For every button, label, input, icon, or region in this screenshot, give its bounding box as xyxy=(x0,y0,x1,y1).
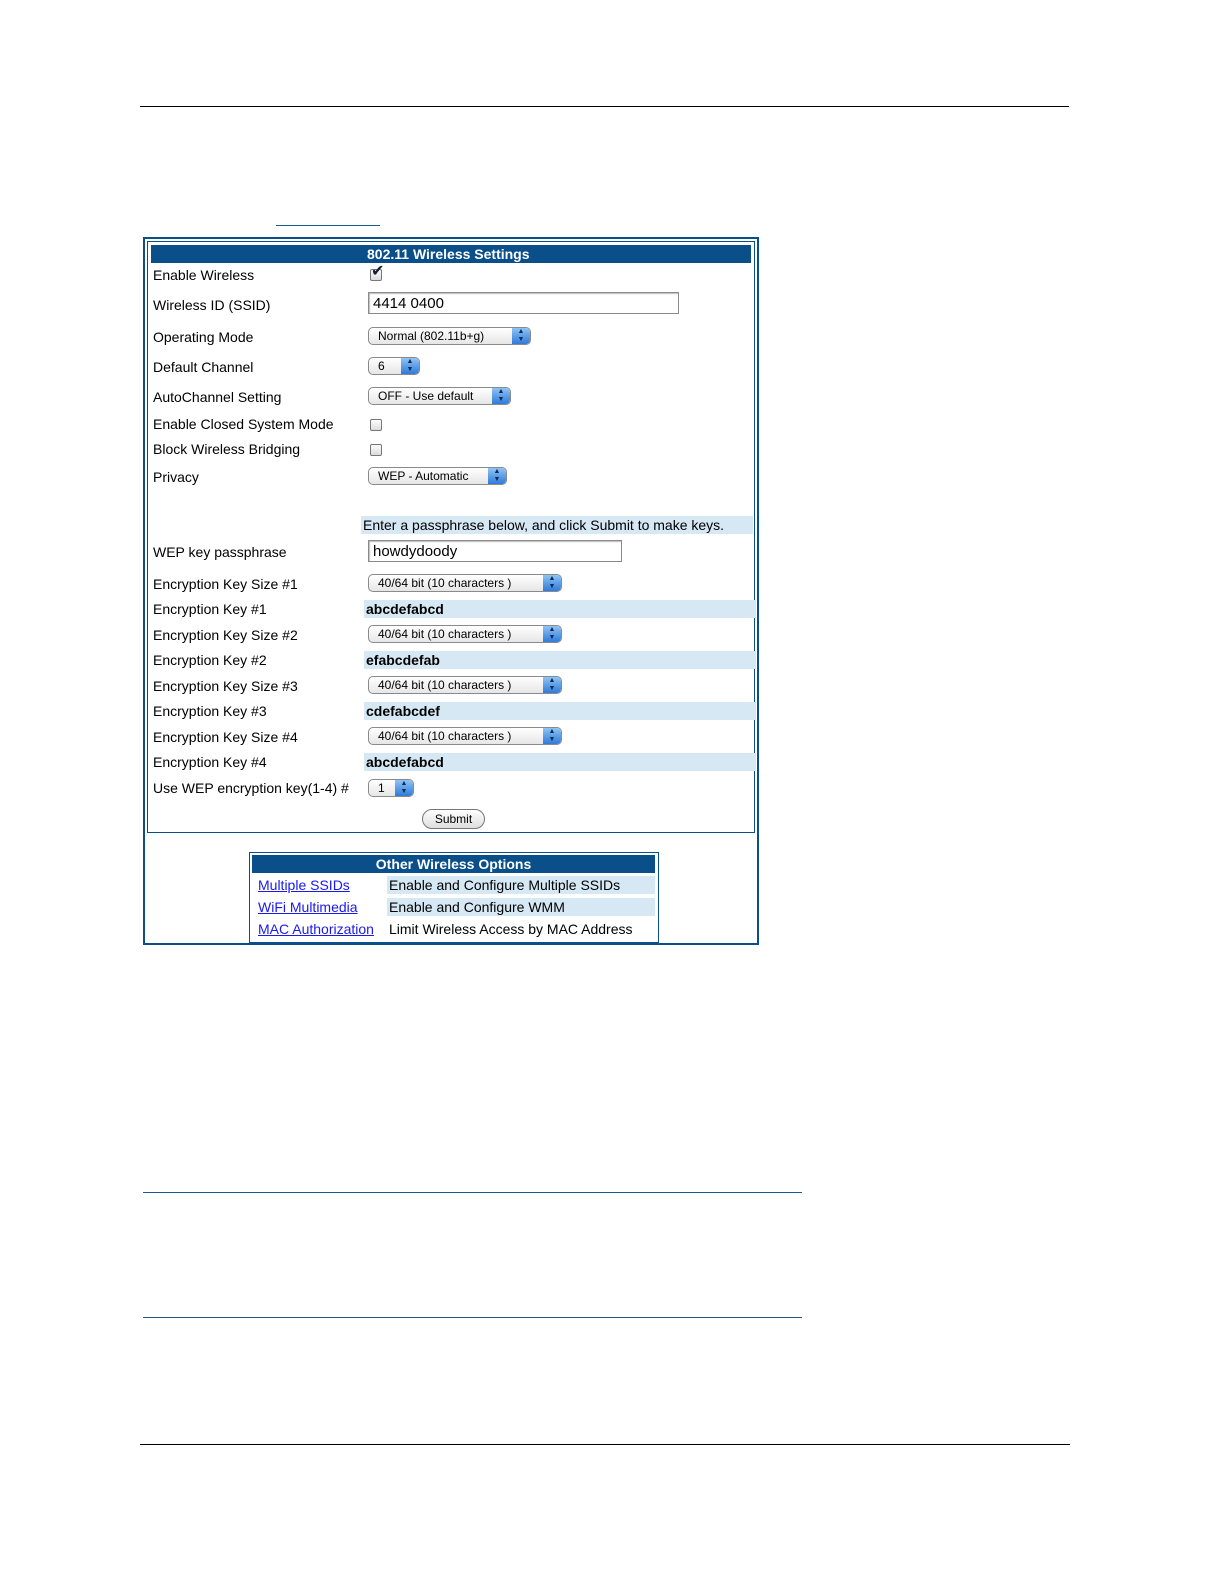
default-channel-value: 6 xyxy=(378,359,385,373)
key-size-2-value: 40/64 bit (10 characters ) xyxy=(378,627,512,641)
note-top-rule xyxy=(143,1192,802,1193)
mac-authorization-desc: Limit Wireless Access by MAC Address xyxy=(389,921,633,937)
updown-arrows-icon: ▲ ▼ xyxy=(543,575,561,591)
key-1-value: abcdefabcd xyxy=(366,601,444,617)
wireless-settings-panel xyxy=(143,237,759,945)
updown-arrows-icon: ▲ ▼ xyxy=(512,328,530,344)
wifi-multimedia-desc: Enable and Configure WMM xyxy=(387,898,655,916)
option-row-wifi-multimedia xyxy=(252,897,655,917)
option-row-mac-authorization xyxy=(252,919,655,939)
wep-passphrase-label: WEP key passphrase xyxy=(153,544,287,560)
key-size-4-select[interactable] xyxy=(368,727,562,745)
key-3-value: cdefabcdef xyxy=(366,703,440,719)
key-size-1-value: 40/64 bit (10 characters ) xyxy=(378,576,512,590)
footer-rule xyxy=(140,1444,1070,1445)
operating-mode-value: Normal (802.11b+g) xyxy=(378,329,485,343)
note-bottom-rule xyxy=(143,1317,802,1318)
submit-button[interactable]: Submit xyxy=(422,809,485,829)
key-size-4-label: Encryption Key Size #4 xyxy=(153,729,298,745)
key-3-label: Encryption Key #3 xyxy=(153,703,267,719)
settings-form xyxy=(147,241,755,833)
mac-authorization-link[interactable]: MAC Authorization xyxy=(258,921,374,937)
updown-arrows-icon: ▲ ▼ xyxy=(488,468,506,484)
passphrase-hint xyxy=(361,516,753,534)
key-size-3-select[interactable] xyxy=(368,676,562,694)
autochannel-select[interactable] xyxy=(368,387,511,405)
operating-mode-select[interactable] xyxy=(368,327,531,345)
passphrase-hint-text: Enter a passphrase below, and click Submit to make keys. xyxy=(363,517,725,533)
updown-arrows-icon: ▲ ▼ xyxy=(543,626,561,642)
key-1-label: Encryption Key #1 xyxy=(153,601,267,617)
other-options-table xyxy=(249,852,659,943)
key-size-3-value: 40/64 bit (10 characters ) xyxy=(378,678,512,692)
closed-system-checkbox[interactable] xyxy=(370,419,382,431)
key-size-2-select[interactable] xyxy=(368,625,562,643)
key-4-value: abcdefabcd xyxy=(366,754,444,770)
autochannel-value: OFF - Use default xyxy=(378,389,474,403)
wifi-multimedia-link[interactable]: WiFi Multimedia xyxy=(258,899,358,915)
key-size-2-label: Encryption Key Size #2 xyxy=(153,627,298,643)
settings-title: 802.11 Wireless Settings xyxy=(367,246,530,262)
updown-arrows-icon: ▲ ▼ xyxy=(401,358,419,374)
key-2-value: efabcdefab xyxy=(366,652,440,668)
key-2-label: Encryption Key #2 xyxy=(153,652,267,668)
autochannel-label: AutoChannel Setting xyxy=(153,389,282,405)
top-link-underline xyxy=(276,225,380,226)
wep-passphrase-input[interactable]: howdydoody xyxy=(368,540,622,562)
closed-system-label: Enable Closed System Mode xyxy=(153,416,334,432)
check-icon: ✔ xyxy=(371,263,385,280)
default-channel-label: Default Channel xyxy=(153,359,254,375)
default-channel-select[interactable] xyxy=(368,357,420,375)
operating-mode-label: Operating Mode xyxy=(153,329,254,345)
updown-arrows-icon: ▲ ▼ xyxy=(492,388,510,404)
option-row-multiple-ssids xyxy=(252,875,655,895)
use-key-label: Use WEP encryption key(1-4) # xyxy=(153,780,349,796)
multiple-ssids-link[interactable]: Multiple SSIDs xyxy=(258,877,350,893)
multiple-ssids-desc: Enable and Configure Multiple SSIDs xyxy=(387,876,655,894)
privacy-label: Privacy xyxy=(153,469,199,485)
ssid-label: Wireless ID (SSID) xyxy=(153,297,271,313)
key-size-3-label: Encryption Key Size #3 xyxy=(153,678,298,694)
updown-arrows-icon: ▲ ▼ xyxy=(543,677,561,693)
ssid-input[interactable]: 4414 0400 xyxy=(368,292,679,314)
privacy-value: WEP - Automatic xyxy=(378,469,469,483)
settings-title-bar xyxy=(151,245,751,263)
key-size-1-select[interactable] xyxy=(368,574,562,592)
block-bridging-label: Block Wireless Bridging xyxy=(153,441,301,457)
other-options-title: Other Wireless Options xyxy=(252,855,655,873)
privacy-select[interactable] xyxy=(368,467,507,485)
updown-arrows-icon: ▲ ▼ xyxy=(395,780,413,796)
enable-wireless-checkbox[interactable] xyxy=(370,263,385,281)
use-key-select[interactable] xyxy=(368,779,414,797)
key-size-1-label: Encryption Key Size #1 xyxy=(153,576,298,592)
key-size-4-value: 40/64 bit (10 characters ) xyxy=(378,729,512,743)
key-4-label: Encryption Key #4 xyxy=(153,754,267,770)
updown-arrows-icon: ▲ ▼ xyxy=(543,728,561,744)
enable-wireless-label: Enable Wireless xyxy=(153,267,255,283)
header-rule xyxy=(140,106,1069,107)
block-bridging-checkbox[interactable] xyxy=(370,444,382,456)
use-key-value: 1 xyxy=(378,781,385,795)
